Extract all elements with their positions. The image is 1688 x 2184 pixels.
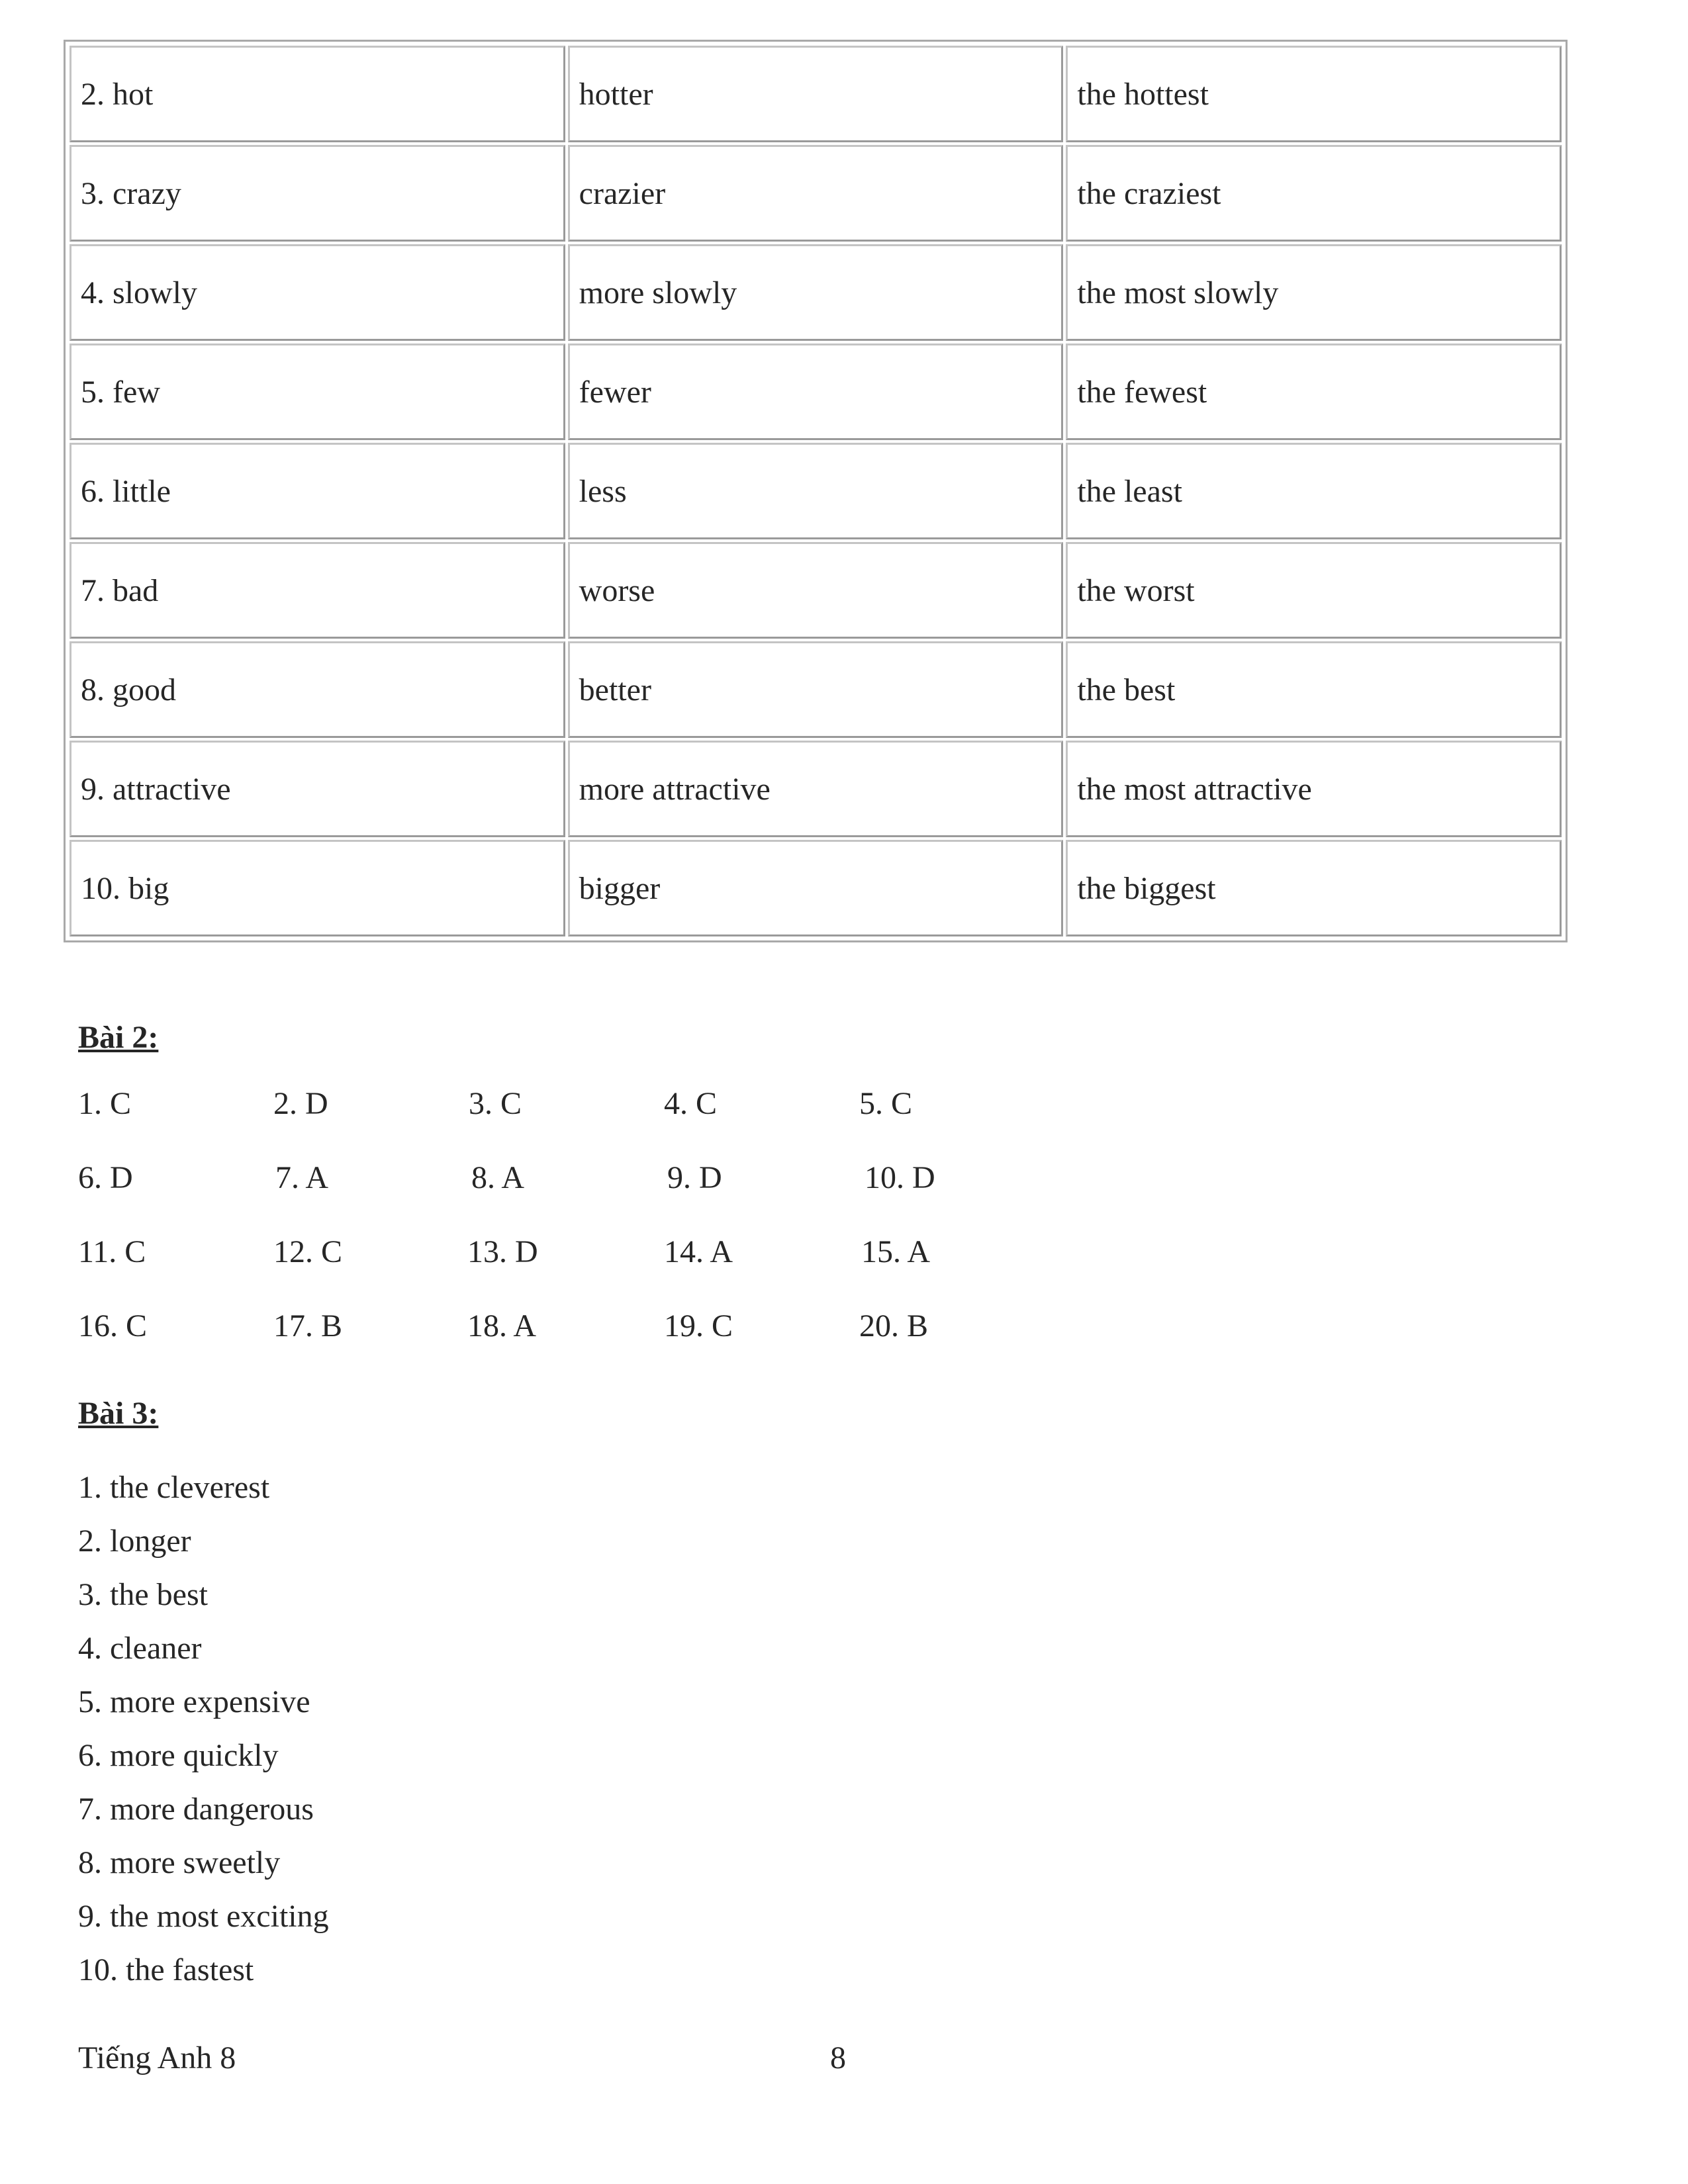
table-cell: 6. little [70, 443, 565, 539]
table-cell: less [568, 443, 1064, 539]
answer-item: 2. D [273, 1086, 328, 1121]
answer-item: 8. A [471, 1160, 525, 1195]
table-cell: the worst [1066, 542, 1562, 639]
bai3-heading: Bài 3: [78, 1396, 159, 1431]
list-item: 7. more dangerous [78, 1792, 314, 1827]
answer-item: 3. C [469, 1086, 522, 1121]
table-cell: the most attractive [1066, 741, 1562, 837]
bai2-heading: Bài 2: [78, 1020, 159, 1055]
table-row [70, 244, 1562, 341]
list-item: 1. the cleverest [78, 1470, 270, 1505]
table-cell: 5. few [70, 343, 565, 440]
footer-subject: Tiếng Anh 8 [78, 2040, 236, 2075]
answer-item: 12. C [273, 1234, 343, 1269]
table-cell: the best [1066, 641, 1562, 738]
table-row [70, 343, 1562, 440]
table-cell: more slowly [568, 244, 1064, 341]
table-cell: the most slowly [1066, 244, 1562, 341]
table-cell: 10. big [70, 840, 565, 936]
answer-item: 16. C [78, 1308, 148, 1343]
answer-row [78, 1308, 1071, 1382]
answer-item: 4. C [664, 1086, 718, 1121]
table-cell: the craziest [1066, 145, 1562, 242]
table-cell: the fewest [1066, 343, 1562, 440]
table-cell: better [568, 641, 1064, 738]
comparison-table-grid [67, 43, 1564, 939]
answer-item: 11. C [78, 1234, 146, 1269]
table-row [70, 840, 1562, 936]
answer-item: 13. D [467, 1234, 538, 1269]
answer-item: 9. D [667, 1160, 722, 1195]
table-row [70, 741, 1562, 837]
answer-item: 6. D [78, 1160, 133, 1195]
answer-item: 1. C [78, 1086, 132, 1121]
table-cell: the biggest [1066, 840, 1562, 936]
list-item: 6. more quickly [78, 1738, 279, 1773]
list-item: 5. more expensive [78, 1684, 310, 1719]
table-cell: 7. bad [70, 542, 565, 639]
list-item: 9. the most exciting [78, 1899, 329, 1934]
answer-item: 18. A [467, 1308, 537, 1343]
table-cell: 2. hot [70, 46, 565, 142]
answer-item: 14. A [664, 1234, 733, 1269]
bai2-answers [78, 1085, 1071, 1382]
table-cell: the least [1066, 443, 1562, 539]
answer-item: 19. C [664, 1308, 733, 1343]
table-cell: 8. good [70, 641, 565, 738]
table-cell: crazier [568, 145, 1064, 242]
table-cell: 3. crazy [70, 145, 565, 242]
table-cell: fewer [568, 343, 1064, 440]
list-item: 8. more sweetly [78, 1845, 281, 1880]
answer-item: 7. A [275, 1160, 329, 1195]
list-item: 4. cleaner [78, 1631, 202, 1666]
answer-row [78, 1234, 1071, 1308]
answer-row [78, 1085, 1071, 1160]
table-cell: 9. attractive [70, 741, 565, 837]
table-cell: worse [568, 542, 1064, 639]
table-row [70, 641, 1562, 738]
table-row [70, 443, 1562, 539]
list-item: 2. longer [78, 1524, 191, 1559]
list-item: 10. the fastest [78, 1952, 254, 1987]
page-number: 8 [830, 2040, 846, 2075]
table-row [70, 145, 1562, 242]
answer-item: 10. D [865, 1160, 935, 1195]
answer-item: 17. B [273, 1308, 343, 1343]
table-cell: more attractive [568, 741, 1064, 837]
table-row [70, 46, 1562, 142]
answer-item: 5. C [859, 1086, 913, 1121]
table-cell: the hottest [1066, 46, 1562, 142]
answer-item: 15. A [861, 1234, 931, 1269]
table-row [70, 542, 1562, 639]
answer-row [78, 1160, 1071, 1234]
bai3-answers [78, 1468, 329, 2004]
comparison-table [64, 40, 1568, 942]
table-cell: bigger [568, 840, 1064, 936]
list-item: 3. the best [78, 1577, 208, 1612]
table-cell: hotter [568, 46, 1064, 142]
table-cell: 4. slowly [70, 244, 565, 341]
answer-item: 20. B [859, 1308, 929, 1343]
